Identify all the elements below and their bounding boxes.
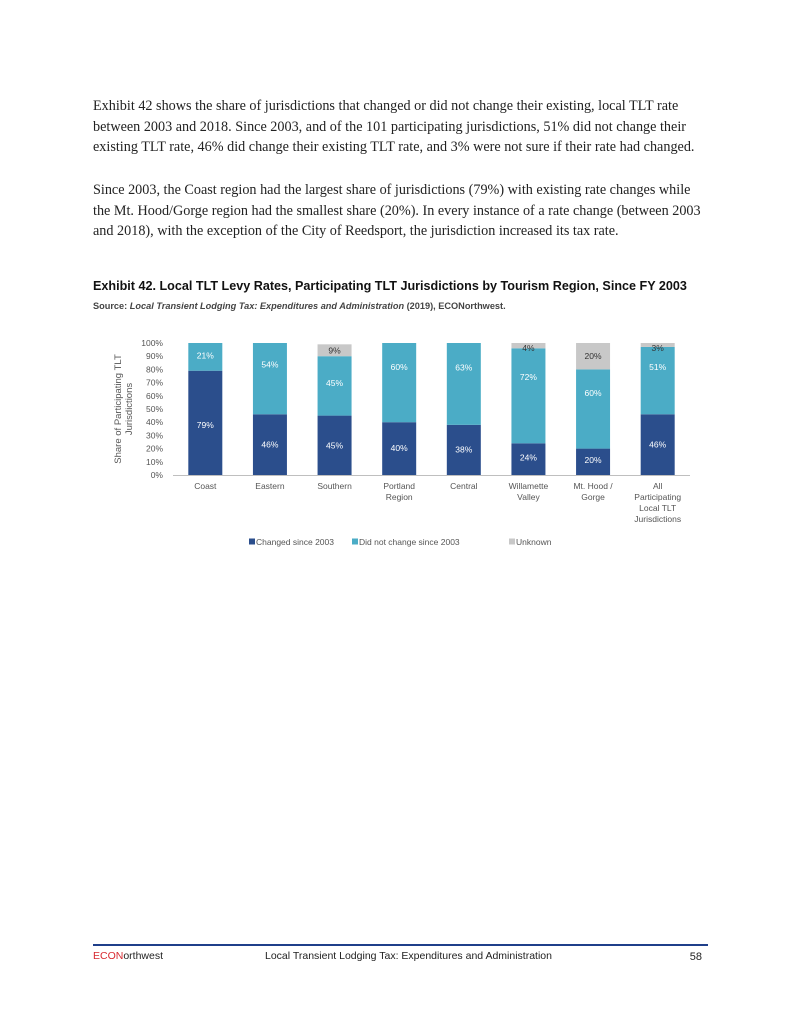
x-tick-label: Jurisdictions	[634, 514, 682, 524]
x-tick-label: Region	[385, 492, 413, 502]
x-tick-label: Valley	[517, 492, 540, 502]
y-tick-label: 10%	[145, 456, 163, 467]
bar-segment	[382, 343, 416, 422]
data-label: 51%	[649, 362, 667, 373]
y-tick-label: 80%	[145, 364, 163, 375]
y-axis-title	[113, 354, 135, 464]
source-suffix: (2019), ECONorthwest.	[404, 301, 506, 311]
legend-label: Did not change since 2003	[359, 537, 460, 547]
footer-brand	[93, 950, 163, 962]
footer-doc-title: Local Transient Lodging Tax: Expenditures and Administration	[265, 950, 552, 962]
source-prefix: Source:	[93, 301, 130, 311]
exhibit-title: Exhibit 42. Local TLT Levy Rates, Participating TLT Jurisdictions by Tourism Region, Since FY 2003	[93, 279, 687, 293]
data-label: 3%	[651, 343, 664, 353]
footer-rule	[93, 944, 708, 946]
data-label: 54%	[261, 359, 279, 370]
y-tick-label: 90%	[145, 351, 163, 362]
bar-segment	[253, 343, 287, 414]
y-tick-label: 70%	[145, 377, 163, 388]
data-label: 46%	[261, 439, 279, 450]
data-label: 46%	[649, 439, 667, 450]
x-tick-label: Central	[450, 481, 478, 491]
x-tick-label: Coast	[194, 481, 217, 491]
y-axis-title-line: Share of Participating TLT	[113, 354, 124, 464]
y-tick-label: 20%	[145, 443, 163, 454]
data-label: 9%	[328, 345, 341, 356]
x-tick-label: Local TLT	[639, 503, 677, 513]
data-label: 20%	[584, 351, 602, 362]
legend-swatch	[509, 539, 515, 545]
data-label: 24%	[519, 452, 537, 463]
bar-segment	[447, 343, 481, 425]
x-tick-label: Portland	[383, 481, 416, 491]
source-italic: Local Transient Lodging Tax: Expenditures and Administration	[129, 301, 405, 311]
y-tick-label: 0%	[150, 470, 163, 480]
x-tick-label: All	[652, 481, 663, 491]
y-tick-label: 60%	[145, 390, 163, 401]
x-tick-label: Mt. Hood /	[573, 481, 613, 491]
footer-brand-econ: ECON	[93, 950, 124, 962]
data-label: 21%	[196, 350, 214, 361]
data-label: 45%	[326, 377, 344, 388]
x-tick-label: Willamette	[508, 481, 549, 491]
y-tick-label: 50%	[145, 404, 163, 414]
legend-swatch	[352, 539, 358, 545]
data-label: 79%	[196, 420, 214, 431]
y-tick-label: 40%	[145, 417, 163, 428]
data-label: 40%	[390, 443, 408, 454]
data-label: 60%	[390, 361, 408, 372]
x-tick-label: Eastern	[255, 481, 285, 491]
x-tick-label: Southern	[317, 481, 352, 491]
exhibit-source	[93, 301, 713, 311]
legend-label: Changed since 2003	[256, 537, 334, 547]
x-tick-label: Participating	[634, 492, 682, 502]
data-label: 72%	[519, 371, 537, 382]
data-label: 38%	[455, 444, 473, 455]
data-label: 4%	[522, 343, 535, 353]
bar-segment	[511, 348, 545, 443]
bar-segment	[641, 347, 675, 414]
data-label: 20%	[584, 455, 602, 466]
legend-swatch	[249, 539, 255, 545]
page-number: 58	[689, 951, 702, 963]
y-tick-label: 100%	[141, 338, 163, 348]
stacked-bar-chart	[0, 320, 800, 560]
intro-paragraph-2: Since 2003, the Coast region had the largest share of jurisdictions (79%) with existing rate changes while the Mt. Hood/Gorge region had the smallest share (20%). In every instance of a rate change (between 2003 and 2018), with the exception of the City of Reedsport, the jurisdiction increased its tax rate.	[93, 182, 701, 239]
data-label: 60%	[584, 388, 602, 399]
y-axis-title-line: Jurisdictions	[124, 382, 135, 436]
data-label: 45%	[326, 440, 344, 451]
bar-segment	[576, 369, 610, 448]
intro-paragraph-1: Exhibit 42 shows the share of jurisdictions that changed or did not change their existing, local TLT rate between 2003 and 2018. Since 2003, and of the 101 participating jurisdictions, 51% did not change their existing TLT rate, 46% did change their existing TLT rate, and 3% were not sure if their rate had changed.	[93, 98, 695, 155]
x-tick-label: Gorge	[581, 492, 605, 502]
data-label: 63%	[455, 362, 473, 373]
footer-brand-rest: orthwest	[123, 950, 164, 962]
legend-label: Unknown	[516, 537, 552, 547]
y-tick-label: 30%	[145, 430, 163, 441]
